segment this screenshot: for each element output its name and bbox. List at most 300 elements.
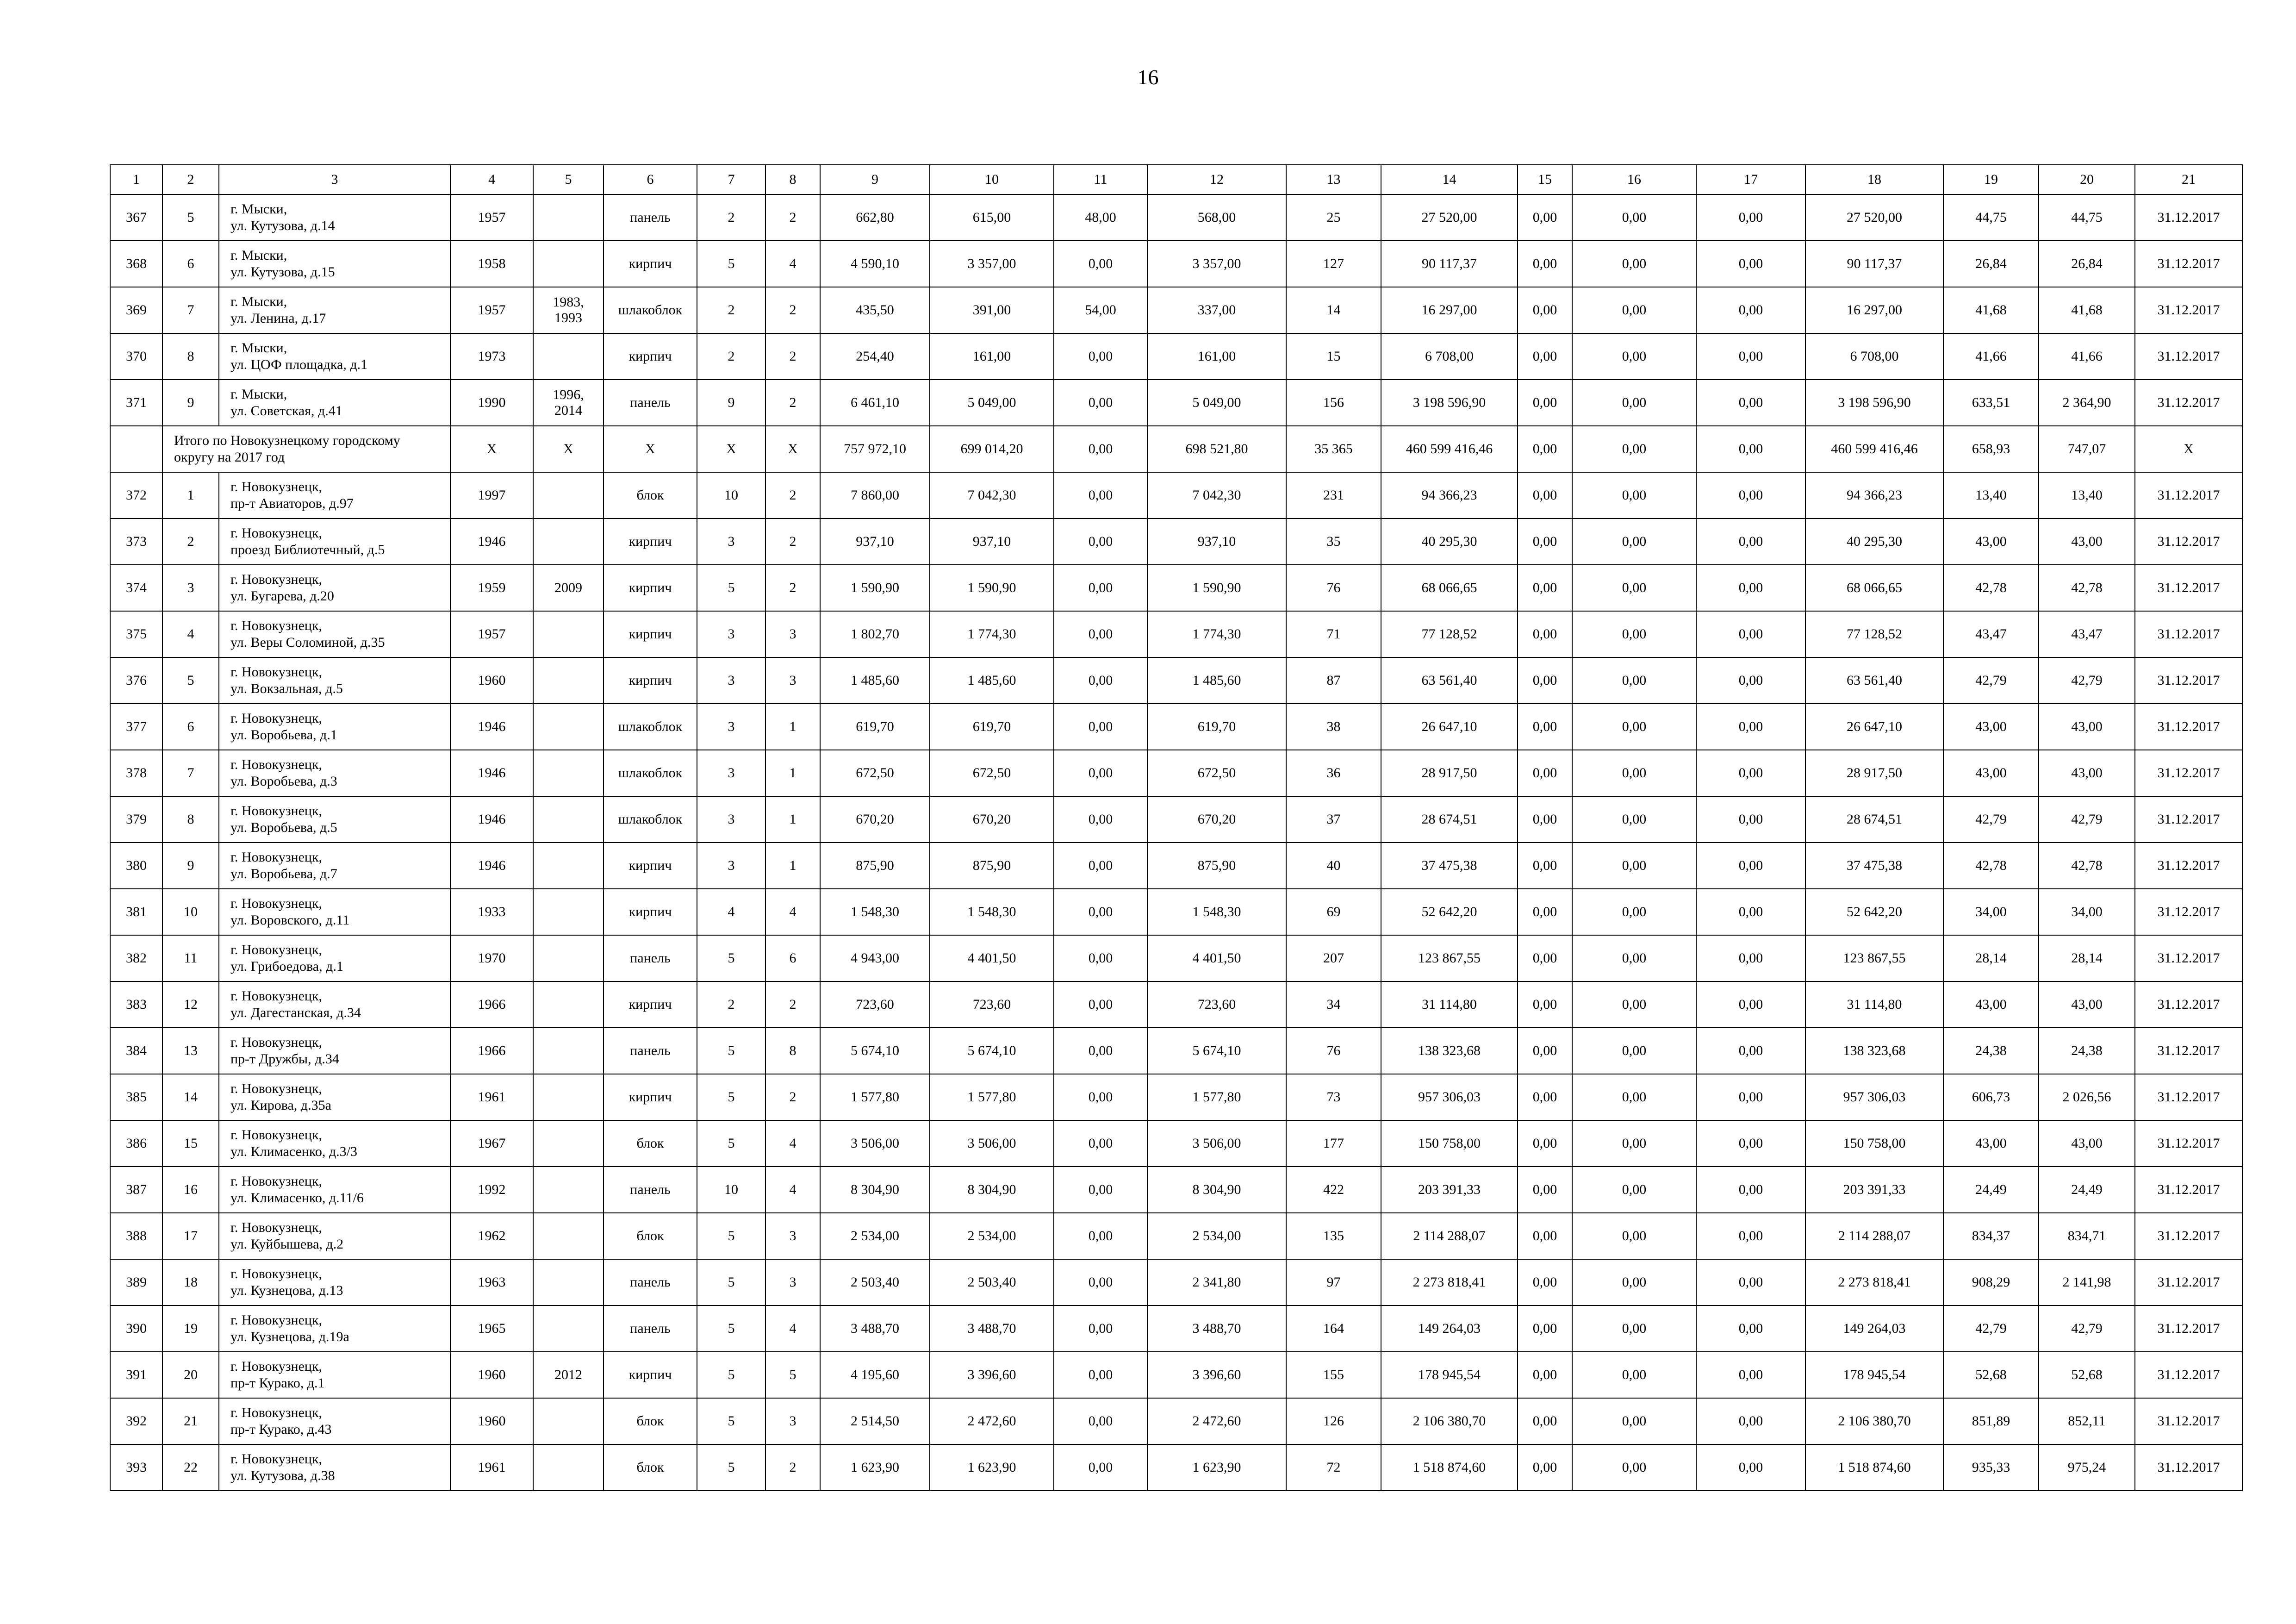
column-number-cell: 8 <box>765 165 820 194</box>
address-line1: г. Новокузнецк, <box>230 1451 323 1467</box>
table-row <box>110 1074 2242 1120</box>
floors: 3 <box>697 750 765 796</box>
value-col-10: 619,70 <box>930 704 1054 750</box>
entrances: 1 <box>765 843 820 889</box>
value-col-18: 1 518 874,60 <box>1805 1444 1943 1491</box>
floors: 5 <box>697 1028 765 1074</box>
year-built: 1946 <box>450 843 533 889</box>
value-col-18: 150 758,00 <box>1805 1120 1943 1167</box>
wall-material: кирпич <box>604 241 697 287</box>
table-row <box>110 472 2242 518</box>
year-reconstruction-line2: 2014 <box>554 403 582 418</box>
table-row <box>110 380 2242 426</box>
value-col-15: 0,00 <box>1518 611 1572 657</box>
value-col-9: 2 534,00 <box>820 1213 930 1259</box>
address <box>219 380 450 426</box>
address <box>219 750 450 796</box>
value-col-19: 34,00 <box>1943 889 2039 935</box>
value-col-9: 4 195,60 <box>820 1352 930 1398</box>
value-col-16: 0,00 <box>1572 935 1696 981</box>
value-col-13: 207 <box>1286 935 1381 981</box>
floors: 2 <box>697 333 765 380</box>
value-col-15: 0,00 <box>1518 1074 1572 1120</box>
value-col-20: 42,79 <box>2039 1305 2135 1352</box>
value-col-20: 44,75 <box>2039 194 2135 241</box>
value-col-20: 43,00 <box>2039 1120 2135 1167</box>
page-number: 16 <box>1137 65 1159 89</box>
value-col-13: 164 <box>1286 1305 1381 1352</box>
year-reconstruction <box>533 1028 604 1074</box>
value-col-9: 723,60 <box>820 981 930 1028</box>
value-col-9: 3 488,70 <box>820 1305 930 1352</box>
address-line1: г. Новокузнецк, <box>230 479 323 494</box>
value-col-14: 2 114 288,07 <box>1381 1213 1518 1259</box>
entrances: 1 <box>765 796 820 843</box>
value-col-13: 35 365 <box>1286 426 1381 472</box>
address-line2: ул. Кирова, д.35а <box>230 1098 331 1113</box>
value-col-19: 52,68 <box>1943 1352 2039 1398</box>
address-line2: ул. Вокзальная, д.5 <box>230 681 343 696</box>
value-col-20: 43,00 <box>2039 704 2135 750</box>
value-col-10: 1 774,30 <box>930 611 1054 657</box>
floors: 5 <box>697 1305 765 1352</box>
address-line2: ул. Кутузова, д.14 <box>230 218 335 233</box>
value-col-14: 37 475,38 <box>1381 843 1518 889</box>
value-col-18: 26 647,10 <box>1805 704 1943 750</box>
value-col-12: 2 341,80 <box>1147 1259 1286 1305</box>
value-col-14: 28 674,51 <box>1381 796 1518 843</box>
wall-material: блок <box>604 472 697 518</box>
local-number: 13 <box>162 1028 219 1074</box>
floors: 3 <box>697 657 765 704</box>
local-number: 10 <box>162 889 219 935</box>
value-col-11: 0,00 <box>1054 1167 1147 1213</box>
row-number: 388 <box>110 1213 162 1259</box>
address-line2: ул. Куйбышева, д.2 <box>230 1237 344 1252</box>
value-col-20: 43,00 <box>2039 750 2135 796</box>
value-col-18: 2 114 288,07 <box>1805 1213 1943 1259</box>
value-col-18: 31 114,80 <box>1805 981 1943 1028</box>
value-col-11: 0,00 <box>1054 1259 1147 1305</box>
year-built: 1961 <box>450 1444 533 1491</box>
value-col-12: 672,50 <box>1147 750 1286 796</box>
value-col-16: 0,00 <box>1572 889 1696 935</box>
value-col-10: 4 401,50 <box>930 935 1054 981</box>
value-col-13: 15 <box>1286 333 1381 380</box>
value-col-11: 0,00 <box>1054 1074 1147 1120</box>
year-reconstruction <box>533 287 604 333</box>
address-line2: ул. Воробьева, д.3 <box>230 774 337 789</box>
year-reconstruction <box>533 796 604 843</box>
value-col-19: 13,40 <box>1943 472 2039 518</box>
year-built: 1957 <box>450 194 533 241</box>
value-col-20: 42,79 <box>2039 796 2135 843</box>
year-reconstruction <box>533 194 604 241</box>
row-number: 384 <box>110 1028 162 1074</box>
table-row <box>110 1213 2242 1259</box>
wall-material: кирпич <box>604 657 697 704</box>
address <box>219 657 450 704</box>
value-col-12: 670,20 <box>1147 796 1286 843</box>
value-col-13: 35 <box>1286 518 1381 565</box>
value-col-13: 156 <box>1286 380 1381 426</box>
value-col-14: 28 917,50 <box>1381 750 1518 796</box>
row-number: 386 <box>110 1120 162 1167</box>
value-col-15: 0,00 <box>1518 704 1572 750</box>
year-reconstruction <box>533 1167 604 1213</box>
value-col-10: 670,20 <box>930 796 1054 843</box>
column-number-cell: 13 <box>1286 165 1381 194</box>
value-col-15: 0,00 <box>1518 426 1572 472</box>
value-col-19: 26,84 <box>1943 241 2039 287</box>
value-col-14: 90 117,37 <box>1381 241 1518 287</box>
total-label-line1: Итого по Новокузнецкому городскому <box>174 433 400 448</box>
value-col-20: 42,79 <box>2039 657 2135 704</box>
value-col-19: 42,79 <box>1943 657 2039 704</box>
year-reconstruction <box>533 518 604 565</box>
value-col-14: 77 128,52 <box>1381 611 1518 657</box>
address-line1: г. Новокузнецк, <box>230 757 323 772</box>
address-line2: ул. Кутузова, д.38 <box>230 1468 335 1483</box>
row-number: 378 <box>110 750 162 796</box>
value-col-10: 2 503,40 <box>930 1259 1054 1305</box>
value-col-14: 68 066,65 <box>1381 565 1518 611</box>
value-col-18: 460 599 416,46 <box>1805 426 1943 472</box>
value-col-15: 0,00 <box>1518 565 1572 611</box>
value-col-12: 3 488,70 <box>1147 1305 1286 1352</box>
value-col-16: 0,00 <box>1572 472 1696 518</box>
column-number-cell: 20 <box>2039 165 2135 194</box>
value-col-17: 0,00 <box>1696 426 1805 472</box>
year-built: 1966 <box>450 1028 533 1074</box>
address-line1: г. Новокузнецк, <box>230 1081 323 1096</box>
value-col-20: 41,68 <box>2039 287 2135 333</box>
value-col-20: 26,84 <box>2039 241 2135 287</box>
value-col-9: 2 514,50 <box>820 1398 930 1444</box>
value-col-11: 0,00 <box>1054 843 1147 889</box>
local-number: 18 <box>162 1259 219 1305</box>
value-col-21: 31.12.2017 <box>2135 1352 2242 1398</box>
value-col-19: 42,78 <box>1943 843 2039 889</box>
value-col-13: 37 <box>1286 796 1381 843</box>
floors: 5 <box>697 1074 765 1120</box>
value-col-9: 619,70 <box>820 704 930 750</box>
floors: 5 <box>697 241 765 287</box>
year-built: 1960 <box>450 657 533 704</box>
local-number: 3 <box>162 565 219 611</box>
value-col-15: 0,00 <box>1518 1120 1572 1167</box>
value-col-15: 0,00 <box>1518 843 1572 889</box>
value-col-14: 1 518 874,60 <box>1381 1444 1518 1491</box>
address-line2: ул. Дагестанская, д.34 <box>230 1005 361 1020</box>
wall-material: кирпич <box>604 981 697 1028</box>
local-number: 9 <box>162 380 219 426</box>
row-number: 385 <box>110 1074 162 1120</box>
value-col-19: 24,38 <box>1943 1028 2039 1074</box>
value-col-13: 135 <box>1286 1213 1381 1259</box>
value-col-14: 123 867,55 <box>1381 935 1518 981</box>
column-number-cell: 9 <box>820 165 930 194</box>
value-col-16: 0,00 <box>1572 287 1696 333</box>
value-col-16: 0,00 <box>1572 426 1696 472</box>
address-line2: пр-т Дружбы, д.34 <box>230 1051 339 1067</box>
value-col-14: 2 273 818,41 <box>1381 1259 1518 1305</box>
address-line2: ул. Воробьева, д.7 <box>230 866 337 881</box>
value-col-13: 422 <box>1286 1167 1381 1213</box>
address-line2: ул. Воровского, д.11 <box>230 912 350 928</box>
value-col-20: 42,78 <box>2039 843 2135 889</box>
address-line1: г. Мыски, <box>230 340 287 356</box>
year-reconstruction-line1: 1996, <box>553 387 584 402</box>
entrances: 2 <box>765 380 820 426</box>
value-col-12: 5 049,00 <box>1147 380 1286 426</box>
value-col-15: 0,00 <box>1518 472 1572 518</box>
value-col-9: 875,90 <box>820 843 930 889</box>
column-number-row <box>110 165 2242 194</box>
value-col-19: 908,29 <box>1943 1259 2039 1305</box>
value-col-9: 672,50 <box>820 750 930 796</box>
table-row <box>110 889 2242 935</box>
year-reconstruction <box>533 843 604 889</box>
value-col-16: 0,00 <box>1572 194 1696 241</box>
value-col-21: 31.12.2017 <box>2135 1074 2242 1120</box>
row-number: 387 <box>110 1167 162 1213</box>
value-col-15: 0,00 <box>1518 1213 1572 1259</box>
year-built: 1970 <box>450 935 533 981</box>
value-col-15: 0,00 <box>1518 1028 1572 1074</box>
value-col-11: 0,00 <box>1054 1305 1147 1352</box>
address <box>219 1398 450 1444</box>
year-built: 1933 <box>450 889 533 935</box>
year-reconstruction: X <box>533 426 604 472</box>
year-reconstruction <box>533 1398 604 1444</box>
value-col-20: 2 364,90 <box>2039 380 2135 426</box>
table-row <box>110 935 2242 981</box>
value-col-16: 0,00 <box>1572 657 1696 704</box>
value-col-17: 0,00 <box>1696 981 1805 1028</box>
value-col-15: 0,00 <box>1518 1352 1572 1398</box>
value-col-20: 13,40 <box>2039 472 2135 518</box>
entrances: 2 <box>765 518 820 565</box>
value-col-16: 0,00 <box>1572 518 1696 565</box>
value-col-18: 68 066,65 <box>1805 565 1943 611</box>
address <box>219 1259 450 1305</box>
floors: 10 <box>697 1167 765 1213</box>
value-col-21: 31.12.2017 <box>2135 380 2242 426</box>
address <box>219 1028 450 1074</box>
value-col-10: 1 548,30 <box>930 889 1054 935</box>
value-col-9: 7 860,00 <box>820 472 930 518</box>
row-number: 367 <box>110 194 162 241</box>
value-col-21: 31.12.2017 <box>2135 565 2242 611</box>
table-row <box>110 1444 2242 1491</box>
row-number: 382 <box>110 935 162 981</box>
value-col-12: 723,60 <box>1147 981 1286 1028</box>
entrances: 3 <box>765 611 820 657</box>
address-line2: пр-т Курако, д.1 <box>230 1375 325 1391</box>
value-col-16: 0,00 <box>1572 1305 1696 1352</box>
address-line1: г. Новокузнецк, <box>230 1266 323 1281</box>
row-number: 379 <box>110 796 162 843</box>
year-reconstruction <box>533 657 604 704</box>
value-col-19: 43,00 <box>1943 518 2039 565</box>
value-col-20: 747,07 <box>2039 426 2135 472</box>
value-col-18: 27 520,00 <box>1805 194 1943 241</box>
value-col-13: 76 <box>1286 1028 1381 1074</box>
value-col-10: 7 042,30 <box>930 472 1054 518</box>
table-row <box>110 843 2242 889</box>
address-line2: ул. Воробьева, д.1 <box>230 727 337 743</box>
value-col-18: 123 867,55 <box>1805 935 1943 981</box>
value-col-17: 0,00 <box>1696 333 1805 380</box>
floors: 3 <box>697 796 765 843</box>
year-reconstruction <box>533 1305 604 1352</box>
value-col-18: 2 273 818,41 <box>1805 1259 1943 1305</box>
value-col-11: 0,00 <box>1054 657 1147 704</box>
value-col-17: 0,00 <box>1696 1028 1805 1074</box>
address <box>219 518 450 565</box>
wall-material: шлакоблок <box>604 796 697 843</box>
value-col-11: 0,00 <box>1054 981 1147 1028</box>
address-line2: пр-т Авиаторов, д.97 <box>230 496 354 511</box>
value-col-15: 0,00 <box>1518 1167 1572 1213</box>
value-col-19: 41,66 <box>1943 333 2039 380</box>
value-col-11: 0,00 <box>1054 1213 1147 1259</box>
value-col-18: 957 306,03 <box>1805 1074 1943 1120</box>
value-col-15: 0,00 <box>1518 889 1572 935</box>
value-col-17: 0,00 <box>1696 657 1805 704</box>
address <box>219 287 450 333</box>
year-reconstruction <box>533 935 604 981</box>
row-number: 391 <box>110 1352 162 1398</box>
value-col-9: 1 577,80 <box>820 1074 930 1120</box>
local-number: 1 <box>162 472 219 518</box>
value-col-11: 0,00 <box>1054 380 1147 426</box>
value-col-16: 0,00 <box>1572 1398 1696 1444</box>
value-col-12: 619,70 <box>1147 704 1286 750</box>
value-col-9: 937,10 <box>820 518 930 565</box>
wall-material: панель <box>604 1259 697 1305</box>
year-built: 1960 <box>450 1352 533 1398</box>
address-line2: ул. Климасенко, д.11/6 <box>230 1190 364 1206</box>
entrances: 4 <box>765 1120 820 1167</box>
wall-material: кирпич <box>604 565 697 611</box>
value-col-21: X <box>2135 426 2242 472</box>
address <box>219 241 450 287</box>
year-built: 1961 <box>450 1074 533 1120</box>
value-col-18: 77 128,52 <box>1805 611 1943 657</box>
address-line2: ул. Советская, д.41 <box>230 403 342 418</box>
value-col-20: 41,66 <box>2039 333 2135 380</box>
value-col-11: 0,00 <box>1054 426 1147 472</box>
value-col-13: 177 <box>1286 1120 1381 1167</box>
floors: 3 <box>697 518 765 565</box>
year-reconstruction <box>533 704 604 750</box>
row-number: 373 <box>110 518 162 565</box>
address-line2: ул. Кутузова, д.15 <box>230 264 335 280</box>
value-col-12: 1 623,90 <box>1147 1444 1286 1491</box>
value-col-9: 670,20 <box>820 796 930 843</box>
table-row <box>110 194 2242 241</box>
value-col-21: 31.12.2017 <box>2135 796 2242 843</box>
value-col-18: 40 295,30 <box>1805 518 1943 565</box>
floors: 3 <box>697 704 765 750</box>
value-col-9: 1 802,70 <box>820 611 930 657</box>
value-col-11: 0,00 <box>1054 565 1147 611</box>
address-line1: г. Новокузнецк, <box>230 849 323 865</box>
value-col-13: 14 <box>1286 287 1381 333</box>
wall-material: кирпич <box>604 889 697 935</box>
value-col-21: 31.12.2017 <box>2135 1398 2242 1444</box>
value-col-10: 1 485,60 <box>930 657 1054 704</box>
value-col-11: 0,00 <box>1054 472 1147 518</box>
value-col-20: 43,00 <box>2039 981 2135 1028</box>
entrances: 4 <box>765 1167 820 1213</box>
value-col-9: 662,80 <box>820 194 930 241</box>
value-col-17: 0,00 <box>1696 611 1805 657</box>
wall-material: шлакоблок <box>604 750 697 796</box>
wall-material: кирпич <box>604 843 697 889</box>
year-built: 1973 <box>450 333 533 380</box>
address-line1: г. Новокузнецк, <box>230 711 323 726</box>
value-col-10: 3 488,70 <box>930 1305 1054 1352</box>
year-built: 1946 <box>450 796 533 843</box>
value-col-12: 875,90 <box>1147 843 1286 889</box>
value-col-13: 40 <box>1286 843 1381 889</box>
value-col-15: 0,00 <box>1518 333 1572 380</box>
value-col-11: 0,00 <box>1054 1028 1147 1074</box>
year-built: 1992 <box>450 1167 533 1213</box>
year-built: 1990 <box>450 380 533 426</box>
local-number: 20 <box>162 1352 219 1398</box>
row-number: 380 <box>110 843 162 889</box>
address-line2: ул. Ленина, д.17 <box>230 311 326 326</box>
address-line2: ул. Веры Соломиной, д.35 <box>230 635 385 650</box>
value-col-16: 0,00 <box>1572 380 1696 426</box>
value-col-12: 3 396,60 <box>1147 1352 1286 1398</box>
address-line2: пр-т Курако, д.43 <box>230 1422 332 1437</box>
year-built: 1965 <box>450 1305 533 1352</box>
value-col-17: 0,00 <box>1696 287 1805 333</box>
value-col-17: 0,00 <box>1696 472 1805 518</box>
year-reconstruction-line2: 1993 <box>554 310 582 325</box>
value-col-18: 3 198 596,90 <box>1805 380 1943 426</box>
local-number: 5 <box>162 657 219 704</box>
address-line1: г. Новокузнецк, <box>230 1127 323 1143</box>
value-col-13: 69 <box>1286 889 1381 935</box>
value-col-13: 71 <box>1286 611 1381 657</box>
value-col-13: 36 <box>1286 750 1381 796</box>
value-col-9: 435,50 <box>820 287 930 333</box>
table-row <box>110 657 2242 704</box>
value-col-21: 31.12.2017 <box>2135 657 2242 704</box>
value-col-10: 5 674,10 <box>930 1028 1054 1074</box>
row-number: 372 <box>110 472 162 518</box>
value-col-19: 935,33 <box>1943 1444 2039 1491</box>
value-col-15: 0,00 <box>1518 287 1572 333</box>
column-number-cell: 19 <box>1943 165 2039 194</box>
value-col-21: 31.12.2017 <box>2135 1167 2242 1213</box>
value-col-19: 43,00 <box>1943 750 2039 796</box>
value-col-16: 0,00 <box>1572 333 1696 380</box>
address-line1: г. Новокузнецк, <box>230 1174 323 1189</box>
value-col-16: 0,00 <box>1572 981 1696 1028</box>
value-col-21: 31.12.2017 <box>2135 750 2242 796</box>
value-col-16: 0,00 <box>1572 704 1696 750</box>
address-line2: ул. Бугарева, д.20 <box>230 588 334 604</box>
value-col-13: 155 <box>1286 1352 1381 1398</box>
value-col-15: 0,00 <box>1518 380 1572 426</box>
